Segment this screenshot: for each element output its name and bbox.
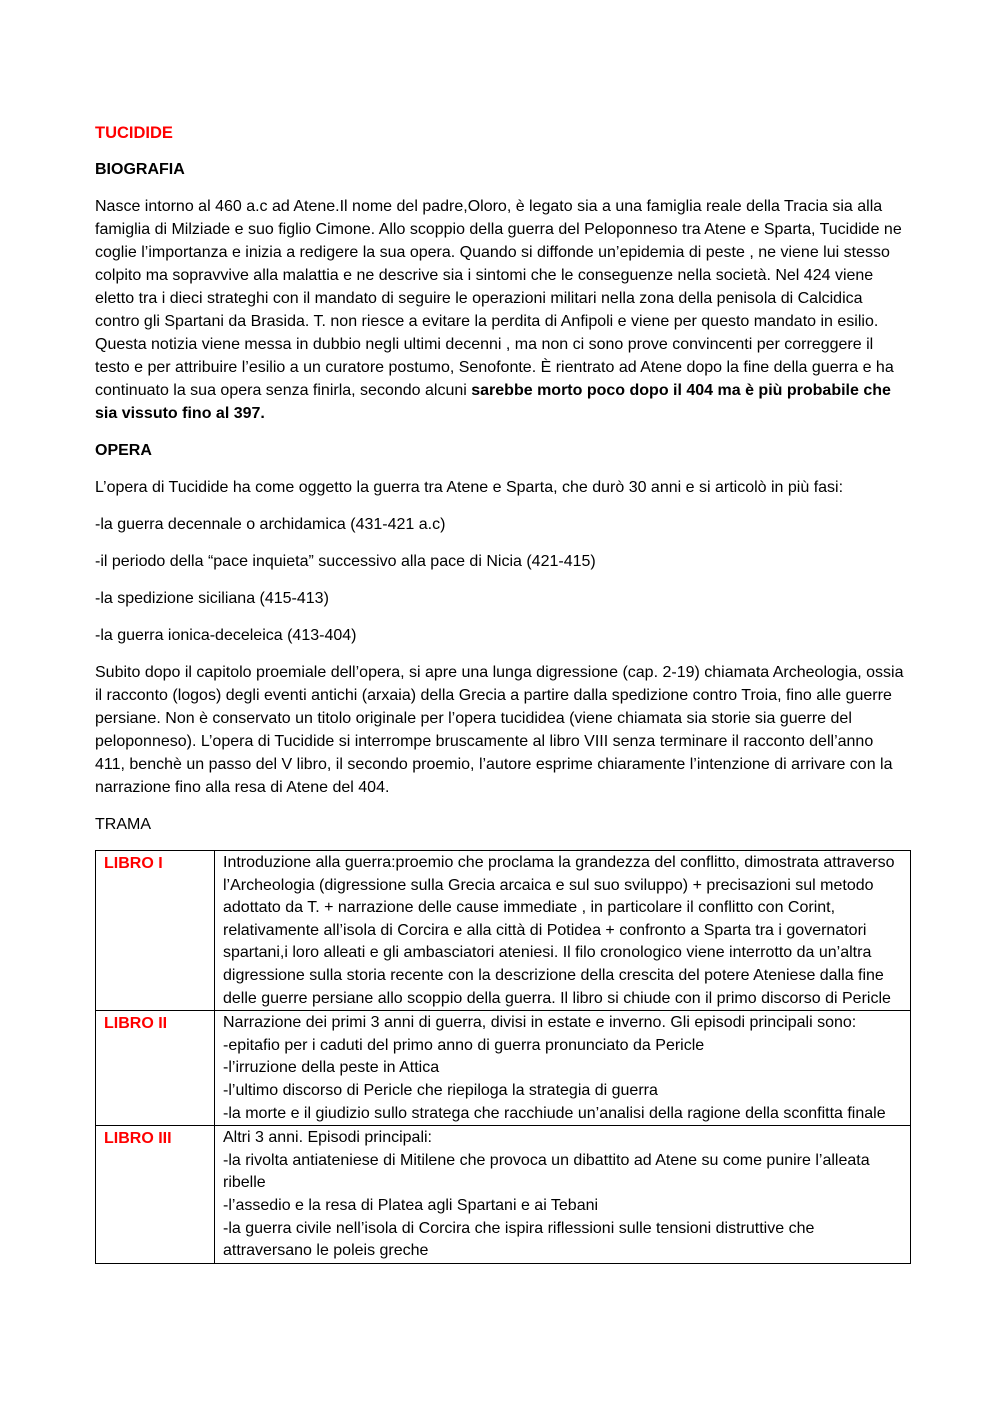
description-line: -l’assedio e la resa di Platea agli Spartani e ai Tebani <box>223 1196 599 1214</box>
description-line: -l’irruzione della peste in Attica <box>223 1059 440 1077</box>
document-page <box>95 120 907 1264</box>
description-line: Altri 3 anni. Episodi principali: <box>223 1129 432 1147</box>
biografia-bold-text: sarebbe morto poco dopo il 404 ma è più probabile che sia vissuto fino al 397. <box>95 382 891 422</box>
biografia-paragraph <box>95 195 907 425</box>
table-row <box>96 1126 911 1264</box>
biografia-heading: BIOGRAFIA <box>95 161 185 178</box>
libro-label: LIBRO III <box>96 1126 215 1264</box>
description-line: -la guerra civile nell’isola di Corcira che ispira riflessioni sulle tensioni distruttive che attraversano le poleis greche <box>223 1219 815 1260</box>
description-line: Introduzione alla guerra:proemio che proclama la grandezza del conflitto, dimostrata attraverso l’Archeologia (digressione sulla Grecia arcaica e sul suo sviluppo) + precisazioni sul metodo adottato da T. + narrazione delle cause immediate , in particolare il conflitto con Corint, relativamente all’isola di Corcira e alla città di Potidea + confronto a Sparta tra i governatori spartani,i loro alleati e gli ambasciatori ateniesi. Il filo cronologico viene interrotto da un’altra digressione sulla storia recente con la descrizione della crescita del potere Ateniese dalla fine delle guerre persiane allo scoppio della guerra. Il libro si chiude con il primo discorso di Pericle <box>223 854 895 1007</box>
description-line: -la rivolta antiateniese di Mitilene che provoca un dibattito ad Atene su come punire l’alleata ribelle <box>223 1151 870 1192</box>
opera-phase: -il periodo della “pace inquieta” successivo alla pace di Nicia (421-415) <box>95 553 596 570</box>
opera-phase: -la spedizione siciliana (415-413) <box>95 590 329 607</box>
description-line: Narrazione dei primi 3 anni di guerra, divisi in estate e inverno. Gli episodi principali sono: <box>223 1014 857 1032</box>
table-row <box>96 851 911 1011</box>
trama-heading: TRAMA <box>95 816 151 833</box>
opera-digression: Subito dopo il capitolo proemiale dell’opera, si apre una lunga digressione (cap. 2-19) chiamata Archeologia, ossia il racconto (logos) degli eventi antichi (arxaia) della Grecia a partire dalla spedizione contro Troia, fino alle guerre persiane. Non è conservato un titolo originale per l’opera tucididea (viene chiamata sia storie sia guerre del peloponneso). L’opera di Tucidide si interrompe bruscamente al libro VIII senza terminare il racconto dell’anno 411, benchè un passo del V libro, il secondo proemio, l’autore esprime chiaramente l’intenzione di arrivare con la narrazione fino alla resa di Atene del 404. <box>95 664 904 796</box>
libro-description <box>215 1011 911 1126</box>
description-line: -la morte e il giudizio sullo stratega che racchiude un’analisi della ragione della sconfitta finale <box>223 1104 886 1122</box>
opera-heading: OPERA <box>95 442 152 459</box>
biografia-text: Nasce intorno al 460 a.c ad Atene.Il nome del padre,Oloro, è legato sia a una famiglia reale della Tracia sia alla famiglia di Milziade e suo figlio Cimone. Allo scoppio della guerra del Peloponneso tra Atene e Sparta, Tucidide ne coglie l’importanza e inizia a redigere la sua opera. Quando si diffonde un’epidemia di peste , ne viene lui stesso colpito ma sopravvive alla malattia e ne descrive sia i sintomi che le conseguenze nella società. Nel 424 viene eletto tra i dieci strateghi con il mandato di seguire le operazioni militari nella zona della penisola di Calcidica contro gli Spartani da Brasida. T. non riesce a evitare la perdita di Anfipoli e viene per questo mandato in esilio. Questa notizia viene messa in dubbio negli ultimi decenni , ma non ci sono prove convincenti per correggere il testo e per attribuire l’esilio a un curatore postumo, Senofonte. È rientrato ad Atene dopo la fine della guerra e ha continuato la sua opera senza finirla, secondo alcuni <box>95 198 902 399</box>
opera-phase: -la guerra ionica-deceleica (413-404) <box>95 627 357 644</box>
libro-description <box>215 1126 911 1264</box>
trama-table <box>95 850 911 1264</box>
libro-label: LIBRO I <box>96 851 215 1011</box>
document-title: TUCIDIDE <box>95 124 173 142</box>
opera-phase: -la guerra decennale o archidamica (431-421 a.c) <box>95 516 446 533</box>
description-line: -l’ultimo discorso di Pericle che riepiloga la strategia di guerra <box>223 1081 658 1099</box>
libro-label: LIBRO II <box>96 1011 215 1126</box>
opera-intro: L’opera di Tucidide ha come oggetto la guerra tra Atene e Sparta, che durò 30 anni e si articolò in più fasi: <box>95 479 844 496</box>
table-row <box>96 1011 911 1126</box>
libro-description <box>215 851 911 1011</box>
description-line: -epitafio per i caduti del primo anno di guerra pronunciato da Pericle <box>223 1036 705 1054</box>
